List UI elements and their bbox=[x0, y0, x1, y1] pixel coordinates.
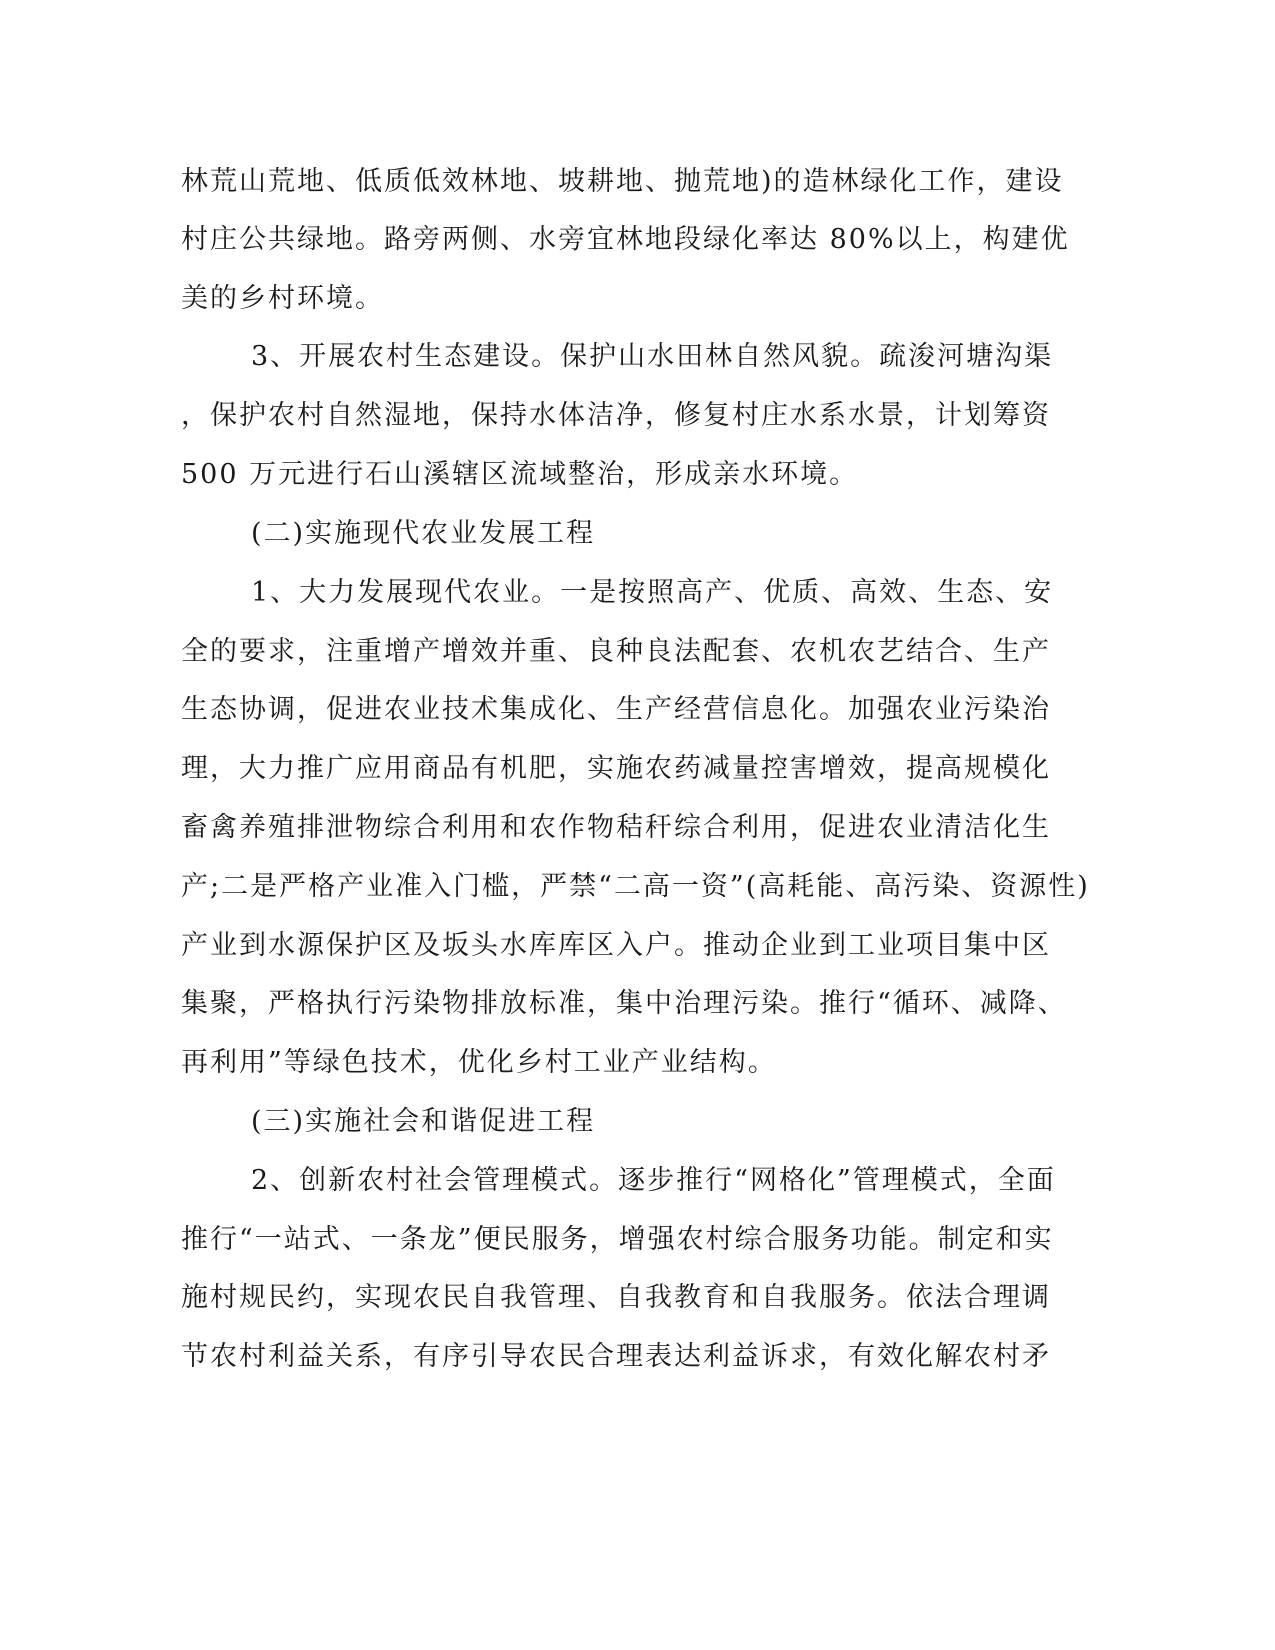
section-heading-3: (三)实施社会和谐促进工程 bbox=[251, 1106, 596, 1137]
text-line-2: 村庄公共绿地。路旁两侧、水旁宜林地段绿化率达 80%以上，构建优 bbox=[181, 224, 1070, 255]
text-line-8: 1、大力发展现代农业。一是按照高产、优质、高效、生态、安 bbox=[251, 577, 1054, 608]
text-line-18: 2、创新农村社会管理模式。逐步推行“网格化”管理模式，全面 bbox=[251, 1165, 1056, 1196]
text-line-14: 产业到水源保护区及坂头水库库区入户。推动企业到工业项目集中区 bbox=[181, 930, 1051, 961]
text-line-13: 产;二是严格产业准入门槛，严禁“二高一资”(高耗能、高污染、资源性) bbox=[181, 871, 1090, 902]
text-line-3: 美的乡村环境。 bbox=[181, 283, 384, 314]
text-line-10: 生态协调，促进农业技术集成化、生产经营信息化。加强农业污染治 bbox=[181, 694, 1051, 725]
text-line-4: 3、开展农村生态建设。保护山水田林自然风貌。疏浚河塘沟渠 bbox=[251, 341, 1054, 372]
text-line-1: 林荒山荒地、低质低效林地、坡耕地、抛荒地)的造林绿化工作，建设 bbox=[181, 166, 1064, 197]
text-line-12: 畜禽养殖排泄物综合利用和农作物秸秆综合利用，促进农业清洁化生 bbox=[181, 812, 1051, 843]
text-line-11: 理，大力推广应用商品有机肥，实施农药减量控害增效，提高规模化 bbox=[181, 753, 1051, 784]
text-line-5: ，保护农村自然湿地，保持水体洁净，修复村庄水系水景，计划筹资 bbox=[181, 400, 1051, 431]
text-line-16: 再利用”等绿色技术，优化乡村工业产业结构。 bbox=[181, 1047, 777, 1078]
text-line-9: 全的要求，注重增产增效并重、良种良法配套、农机农艺结合、生产 bbox=[181, 636, 1051, 667]
text-line-6: 500 万元进行石山溪辖区流域整治，形成亲水环境。 bbox=[181, 459, 859, 490]
text-line-19: 推行“一站式、一条龙”便民服务，增强农村综合服务功能。制定和实 bbox=[181, 1224, 1054, 1255]
text-line-20: 施村规民约，实现农民自我管理、自我教育和自我服务。依法合理调 bbox=[181, 1282, 1051, 1313]
text-line-21: 节农村利益关系，有序引导农民合理表达利益诉求，有效化解农村矛 bbox=[181, 1341, 1051, 1372]
text-line-15: 集聚，严格执行污染物排放标准，集中治理污染。推行“循环、减降、 bbox=[181, 988, 1067, 1019]
section-heading-2: (二)实施现代农业发展工程 bbox=[251, 518, 596, 549]
